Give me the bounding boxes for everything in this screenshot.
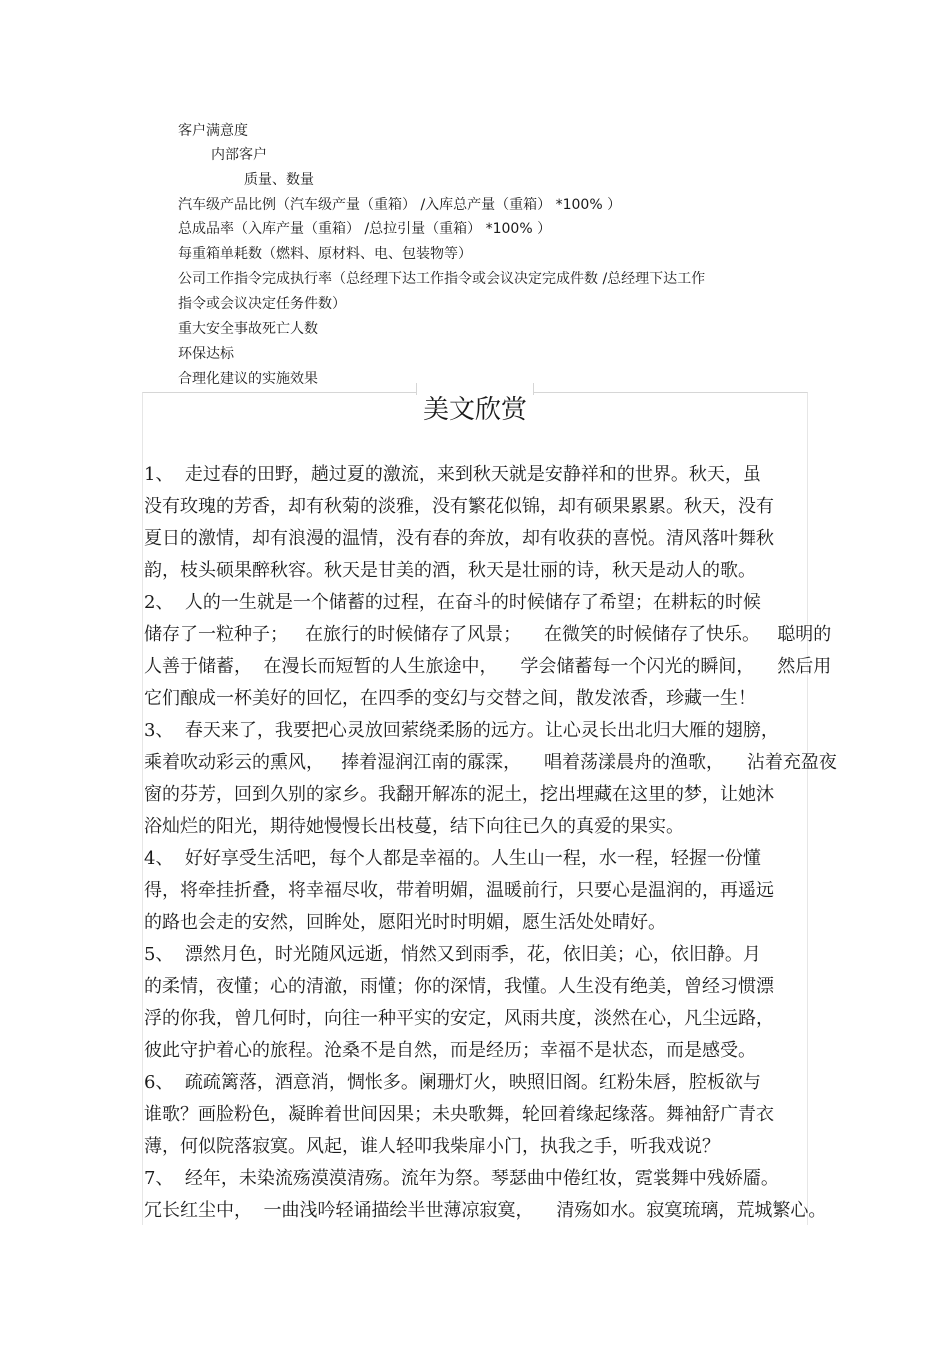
- essay-line: 的柔情，夜懂；心的清澈，雨懂；你的深情，我懂。人生没有绝美，曾经习惯漂: [144, 976, 774, 997]
- kpi-item: 汽车级产品比例（汽车级产量（重箱） /入库总产量（重箱） *100% ）: [178, 197, 622, 213]
- essay-line: 乘着吹动彩云的熏风， 捧着湿润江南的霡霂， 唱着荡漾晨舟的渔歌， 沾着充盈夜: [144, 752, 837, 773]
- essay-line: 7、 经年，未染流殇漠漠清殇。流年为祭。琴瑟曲中倦红妆，霓裳舞中残娇靥。: [144, 1168, 779, 1189]
- essay-line: 浴灿烂的阳光，期待她慢慢长出枝蔓，结下向往已久的真爱的果实。: [144, 816, 684, 837]
- kpi-item: 合理化建议的实施效果: [178, 371, 318, 387]
- essay-line: 5、 漂然月色，时光随风远逝，悄然又到雨季，花，依旧美；心，依旧静。月: [144, 944, 761, 965]
- kpi-item: 指令或会议决定任务件数）: [178, 296, 346, 312]
- essay-line: 浮的你我，曾几何时，向往一种平实的安定，风雨共度，淡然在心，凡尘远路，: [144, 1008, 774, 1029]
- kpi-item: 公司工作指令完成执行率（总经理下达工作指令或会议决定完成件数 /总经理下达工作: [178, 271, 706, 287]
- kpi-item: 重大安全事故死亡人数: [178, 321, 318, 337]
- essay-line: 夏日的激情，却有浪漫的温情，没有春的奔放，却有收获的喜悦。清风落叶舞秋: [144, 528, 774, 549]
- kpi-item: 每重箱单耗数（燃料、原材料、电、包装物等）: [178, 246, 472, 262]
- kpi-item: 客户满意度: [178, 123, 248, 139]
- kpi-item: 总成品率（入库产量（重箱） /总拉引量（重箱） *100% ）: [178, 221, 552, 237]
- essay-line: 冗长红尘中， 一曲浅吟轻诵描绘半世薄凉寂寞， 清殇如水。寂寞琉璃，荒城繁心。: [144, 1200, 827, 1221]
- essay-line: 它们酿成一杯美好的回忆，在四季的变幻与交替之间，散发浓香，珍藏一生！: [144, 688, 756, 709]
- essay-line: 韵，枝头硕果醉秋容。秋天是甘美的酒，秋天是壮丽的诗，秋天是动人的歌。: [144, 560, 756, 581]
- essay-line: 3、 春天来了，我要把心灵放回萦绕柔肠的远方。让心灵长出北归大雁的翅膀，: [144, 720, 779, 741]
- essay-line: 彼此守护着心的旅程。沧桑不是自然，而是经历；幸福不是状态，而是感受。: [144, 1040, 756, 1061]
- kpi-item: 环保达标: [178, 346, 234, 362]
- kpi-item: 质量、数量: [244, 172, 314, 188]
- kpi-item: 内部客户: [211, 147, 267, 163]
- essay-line: 薄，何似院落寂寞。风起，谁人轻叩我柴扉小门，执我之手，听我戏说？: [144, 1136, 720, 1157]
- essay-line: 人善于储蓄， 在漫长而短暂的人生旅途中， 学会储蓄每一个闪光的瞬间， 然后用: [144, 656, 832, 677]
- essay-title: 美文欣赏: [422, 395, 527, 425]
- essay-line: 6、 疏疏篱落，酒意消，惆怅多。阑珊灯火，映照旧阁。红粉朱唇，腔板欲与: [144, 1072, 761, 1093]
- essay-line: 没有玫瑰的芳香，却有秋菊的淡雅，没有繁花似锦，却有硕果累累。秋天，没有: [144, 496, 774, 517]
- essay-line: 储存了一粒种子； 在旅行的时候储存了风景； 在微笑的时候储存了快乐。 聪明的: [144, 624, 832, 645]
- essay-line: 谁歌？画脸粉色，凝眸着世间因果；未央歌舞，轮回着缘起缘落。舞袖舒广青衣: [144, 1104, 774, 1125]
- essay-line: 得，将牵挂折叠，将幸福尽收，带着明媚，温暖前行，只要心是温润的，再遥远: [144, 880, 774, 901]
- essay-line: 4、 好好享受生活吧，每个人都是幸福的。人生山一程，水一程，轻握一份懂: [144, 848, 761, 869]
- essay-line: 2、 人的一生就是一个储蓄的过程，在奋斗的时候储存了希望；在耕耘的时候: [144, 592, 761, 613]
- essay-line: 窗的芬芳，回到久别的家乡。我翻开解冻的泥土，挖出埋藏在这里的梦，让她沐: [144, 784, 774, 805]
- essay-line: 的路也会走的安然，回眸处，愿阳光时时明媚，愿生活处处晴好。: [144, 912, 666, 933]
- essay-line: 1、 走过春的田野，趟过夏的激流，来到秋天就是安静祥和的世界。秋天，虽: [144, 464, 761, 485]
